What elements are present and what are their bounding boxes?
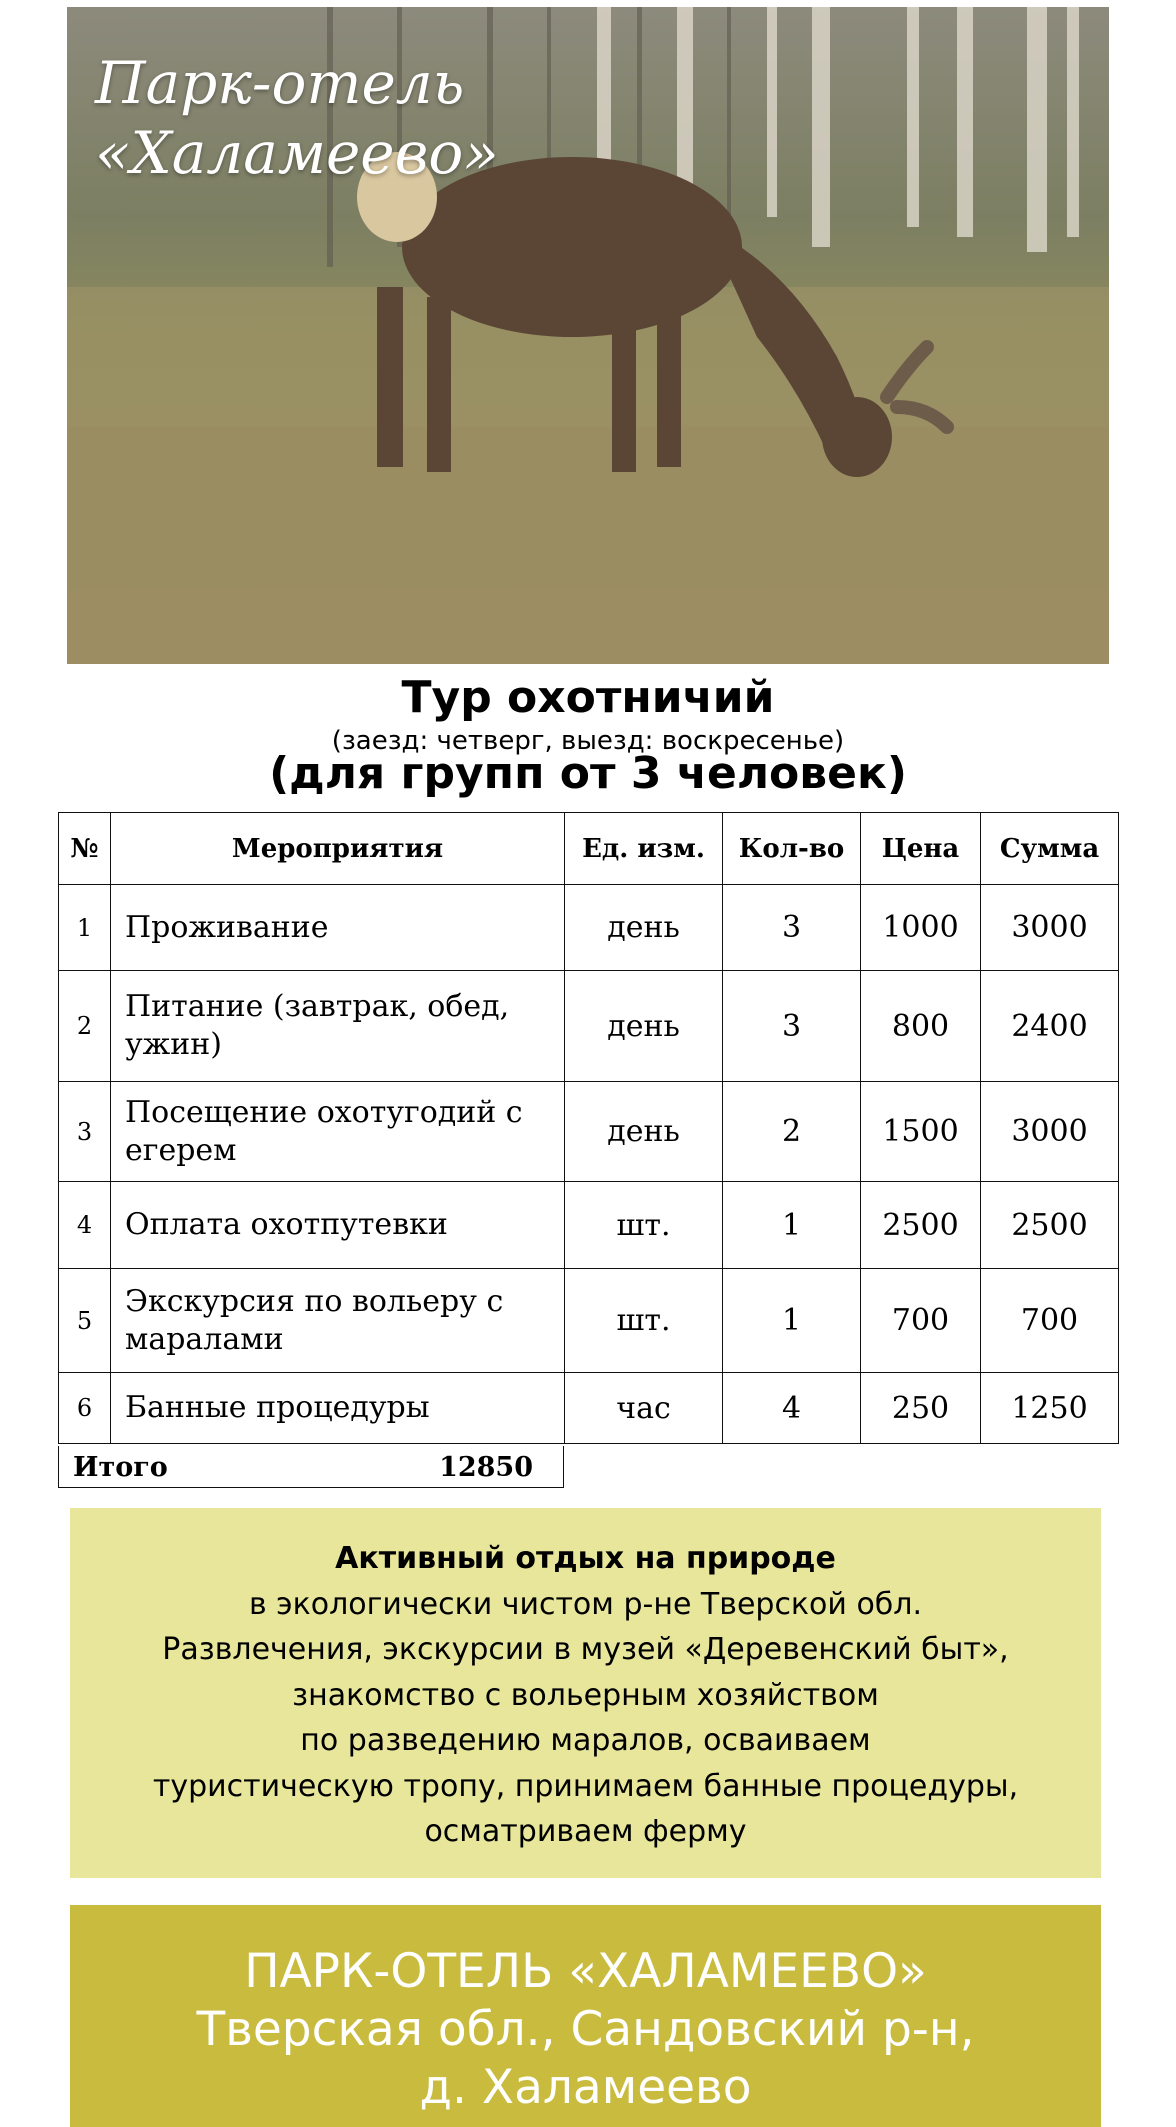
tour-schedule: (заезд: четверг, выезд: воскресенье) <box>331 726 845 756</box>
row-price: 800 <box>861 971 981 1082</box>
row-sum: 700 <box>981 1269 1119 1373</box>
row-sum: 1250 <box>981 1373 1119 1444</box>
price-table <box>58 812 1119 1444</box>
row-price: 2500 <box>861 1182 981 1269</box>
table-header-row <box>59 813 1119 885</box>
table-row <box>59 1373 1119 1444</box>
header-activity: Мероприятия <box>111 813 565 885</box>
row-unit: день <box>565 971 723 1082</box>
tour-title: Тур охотничий <box>401 672 775 723</box>
row-price: 1500 <box>861 1082 981 1182</box>
row-number: 6 <box>59 1373 111 1444</box>
row-activity: Питание (завтрак, обед, ужин) <box>111 971 565 1082</box>
info-box <box>70 1508 1101 1878</box>
brand-line-1: Парк-отель <box>95 49 465 117</box>
total-value: 12850 <box>439 1452 533 1483</box>
table-row <box>59 971 1119 1082</box>
info-line: знакомство с вольерным хозяйством <box>292 1677 879 1713</box>
row-number: 3 <box>59 1082 111 1182</box>
contact-region: Тверская обл., Сандовский р-н, <box>196 2002 975 2057</box>
row-activity: Оплата охотпутевки <box>111 1182 565 1269</box>
info-line: Развлечения, экскурсии в музей «Деревенский быт», <box>162 1632 1009 1667</box>
row-price: 700 <box>861 1269 981 1373</box>
table-row <box>59 885 1119 971</box>
info-line: в экологически чистом р-не Тверской обл. <box>248 1586 923 1622</box>
row-number: 1 <box>59 885 111 971</box>
header-unit: Ед. изм. <box>565 813 723 885</box>
brand-line-2: «Халамеево» <box>95 119 499 187</box>
row-quantity: 1 <box>723 1269 861 1373</box>
brand-logo-text <box>95 48 499 188</box>
row-number: 2 <box>59 971 111 1082</box>
row-quantity: 3 <box>723 971 861 1082</box>
row-number: 4 <box>59 1182 111 1269</box>
contact-hotel-name: ПАРК-ОТЕЛЬ «ХАЛАМЕЕВО» <box>244 1944 927 1999</box>
row-activity: Экскурсия по вольеру с маралами <box>111 1269 565 1373</box>
row-activity: Банные процедуры <box>111 1373 565 1444</box>
info-line: по разведению маралов, осваиваем <box>300 1723 871 1758</box>
contact-village: д. Халамеево <box>419 2060 752 2115</box>
row-quantity: 2 <box>723 1082 861 1182</box>
row-quantity: 4 <box>723 1373 861 1444</box>
header-number: № <box>59 813 111 885</box>
info-line-headline: Активный отдых на природе <box>335 1541 836 1576</box>
table-row <box>59 1269 1119 1373</box>
row-activity: Проживание <box>111 885 565 971</box>
row-unit: шт. <box>565 1182 723 1269</box>
row-activity: Посещение охотугодий с егерем <box>111 1082 565 1182</box>
header-sum: Сумма <box>981 813 1119 885</box>
table-row <box>59 1082 1119 1182</box>
row-unit: день <box>565 1082 723 1182</box>
info-line: осматриваем ферму <box>424 1814 747 1849</box>
row-price: 1000 <box>861 885 981 971</box>
tour-group-note: (для групп от 3 человек) <box>269 748 907 799</box>
row-number: 5 <box>59 1269 111 1373</box>
header-quantity: Кол-во <box>723 813 861 885</box>
header-price: Цена <box>861 813 981 885</box>
info-line: туристическую тропу, принимаем банные процедуры, <box>152 1768 1019 1804</box>
table-row <box>59 1182 1119 1269</box>
row-sum: 2500 <box>981 1182 1119 1269</box>
row-sum: 3000 <box>981 1082 1119 1182</box>
total-label: Итого <box>73 1452 168 1483</box>
row-price: 250 <box>861 1373 981 1444</box>
row-unit: час <box>565 1373 723 1444</box>
row-quantity: 3 <box>723 885 861 971</box>
row-unit: шт. <box>565 1269 723 1373</box>
row-unit: день <box>565 885 723 971</box>
row-sum: 3000 <box>981 885 1119 971</box>
contact-box <box>70 1905 1101 2127</box>
row-quantity: 1 <box>723 1182 861 1269</box>
row-sum: 2400 <box>981 971 1119 1082</box>
total-row <box>58 1446 564 1488</box>
